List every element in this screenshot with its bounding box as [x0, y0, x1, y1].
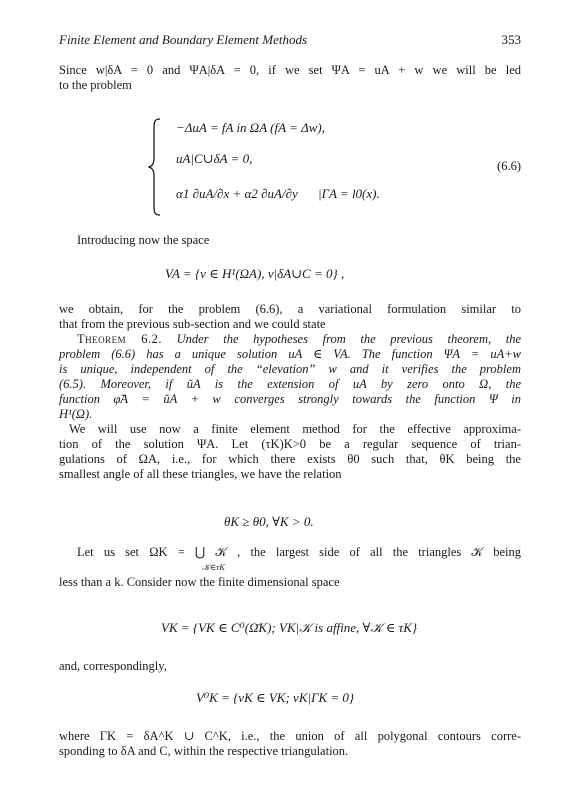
text-line: to the problem — [59, 78, 132, 92]
text-line: tion of the solution ΨA. Let (τK)K>0 be a regular sequence of trian- — [59, 437, 521, 451]
theorem-line: H¹(Ω). — [59, 407, 93, 421]
theorem-line: problem (6.6) has a unique solution uA ∈ VA. The function ΨA = uA+w — [59, 347, 521, 361]
equation-number: (6.6) — [497, 159, 521, 173]
equation-VK: VK = {VK ∈ C⁰(Ω̄K); VK|𝒦 is affine, ∀𝒦 ∈ τK} — [161, 620, 418, 635]
text-line: less than a k. Consider now the finite dimensional space — [59, 575, 340, 589]
union-subscript: 𝒦∈τK — [202, 562, 225, 572]
theorem-line: (6.5). Moreover, if ũA is the extension of uA by zero onto Ω, the — [59, 377, 521, 391]
text-line: sponding to δA and C, within the respective triangulation. — [59, 744, 349, 758]
text-line: Introducing now the space — [77, 233, 210, 247]
text-line: where ΓK = δA^K ∪ C^K, i.e., the union of all polygonal contours corre- — [59, 729, 521, 743]
equation-line: α1 ∂uA/∂x + α2 ∂uA/∂y — [176, 186, 298, 201]
left-brace-icon — [148, 118, 162, 216]
text-line: we obtain, for the problem (6.6), a variational formulation similar to — [59, 302, 521, 316]
theorem-line: Theorem 6.2. Under the hypotheses from the previous theorem, the — [77, 332, 521, 346]
equation-VK0: V⁰K = {vK ∈ VK; vK|ΓK = 0} — [196, 690, 355, 705]
text-line: smallest angle of all these triangles, we have the relation — [59, 467, 342, 481]
text-line: that from the previous sub-section and we could state — [59, 317, 326, 331]
text-line: We will use now a finite element method for the effective approxima- — [69, 422, 521, 436]
theorem-label: Theorem 6.2. — [77, 332, 163, 346]
page-number: 353 — [501, 32, 521, 47]
running-header-title: Finite Element and Boundary Element Methods — [59, 32, 308, 47]
equation-VA: VA = {v ∈ H¹(ΩA), v|δA∪C = 0} , — [165, 266, 345, 281]
text-line: and, correspondingly, — [59, 659, 167, 673]
equation-line: uA|C∪δA = 0, — [176, 151, 253, 166]
text-line: gulations of ΩA, i.e., for which there exists θ0 such that, θK being the — [59, 452, 521, 466]
equation-line: −ΔuA = fA in ΩA (fA = Δw), — [176, 120, 325, 135]
theorem-line: function φ̃A = ũA + w converges strongly towards the function Ψ in — [59, 392, 521, 406]
text-line: Since w|δA = 0 and ΨA|δA = 0, if we set ΨA = uA + w we will be led — [59, 63, 521, 77]
text-line: Let us set ΩK = ⋃ 𝒦 , the largest side of all the triangles 𝒦 being — [77, 545, 521, 559]
equation-theta: θK ≥ θ0, ∀K > 0. — [224, 514, 314, 529]
equation-line: |ΓA = l0(x). — [318, 186, 380, 201]
theorem-line: is unique, independent of the “elevation” w and it verifies the problem — [59, 362, 521, 376]
